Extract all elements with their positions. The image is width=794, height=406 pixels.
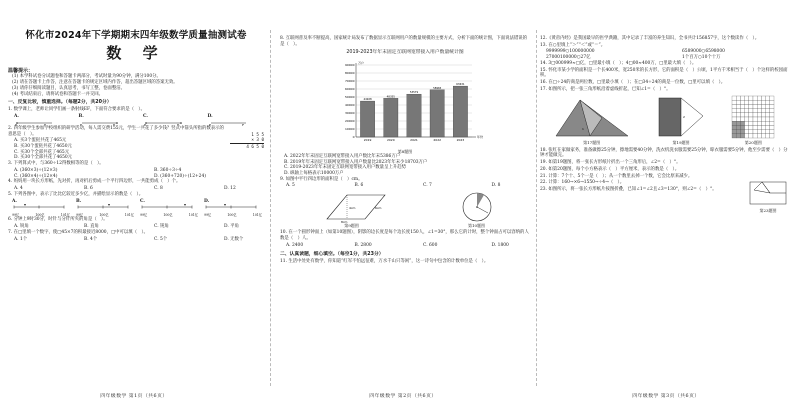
- grid-cell: [766, 117, 770, 121]
- grid-cell: [766, 134, 770, 138]
- grid-cell: [745, 101, 749, 105]
- tick-label: 101亿: [124, 213, 134, 218]
- data-label: 53579: [409, 90, 419, 94]
- notice-title: 温馨提示：: [8, 67, 34, 74]
- page-3: [538, 0, 794, 406]
- y-tick-label: 30000: [344, 110, 355, 115]
- grid-cell: [737, 126, 741, 130]
- grid-cell: [758, 126, 762, 130]
- grid-cell: [737, 109, 741, 113]
- question-18: 18. 张红在家做家务，准备做擦25分钟，擦地需要40分钟，洗衣机洗衣服需要25分钟，晾衣服需要5分钟，他至少需要（ ）分钟才能做完。: [540, 147, 788, 159]
- grid-cell: [732, 126, 736, 130]
- option: C. 2019-2023年年末固定互联网宽带接入用户数量呈上升趋势: [284, 165, 407, 171]
- grid-cell: [749, 96, 753, 100]
- tick-label: 99亿: [12, 213, 20, 218]
- bar: [384, 98, 398, 137]
- svg-text:E: E: [79, 122, 82, 126]
- question-15: 15. 怀化市某小学的面积是一个长400米，宽250米的长方形，它的面积是（ ）公顷，1平方千米相当于（ ）个这样的校园面积。: [540, 67, 788, 79]
- grid-cell: [766, 105, 770, 109]
- option: C. 600: [423, 242, 438, 248]
- section-heading: 二、认真读题，细心填空。（每空1分，共23分）: [280, 251, 384, 257]
- grid-cell: [741, 109, 745, 113]
- grid-cell: [749, 109, 753, 113]
- data-label: 48355: [386, 94, 395, 98]
- grid-cell: [732, 109, 736, 113]
- column-divider: [536, 30, 537, 386]
- grid-cell: [741, 134, 745, 138]
- grid-cell: [745, 130, 749, 134]
- question-10-options: [280, 243, 530, 249]
- grid-cell: [762, 96, 766, 100]
- option: B. 6: [354, 183, 364, 189]
- grid-cell: [758, 105, 762, 109]
- grid-cell: [753, 105, 757, 109]
- option: A. 2022年年末固定互联网宽带接入用户数比年末5386万户: [284, 153, 401, 159]
- figures-17-19-20: [540, 94, 788, 145]
- tick-label: 99亿: [76, 213, 84, 218]
- data-label: 63631: [456, 82, 465, 86]
- clock-face-figure: [460, 191, 494, 223]
- number-line-option: B. 99亿 100亿 101亿: [76, 198, 134, 218]
- question-12: 12.《黄帝内经》是我国最早的医学典籍，其中记录了丰富的养生知识，全书共计156857字，这个数读作（ ）。: [540, 36, 760, 41]
- grid-cell: [762, 126, 766, 130]
- option: D. 12: [224, 186, 236, 192]
- vertical-calculation: 1 5 5 × 3 0 4 6 5 0: [230, 126, 264, 161]
- svg-text:E: E: [144, 122, 147, 126]
- folded-rectangle-figure: [655, 94, 707, 140]
- page-footer: 四年级数学 第3页（共6页）: [632, 393, 700, 399]
- grid-cell: [762, 130, 766, 134]
- option: A. E F: [14, 114, 71, 126]
- grid-cell: [737, 130, 741, 134]
- number-line: [76, 204, 130, 213]
- figure-9: [317, 191, 387, 228]
- question-22: 22. 计算：160→×6→1550→÷4→（ ）。: [540, 180, 625, 186]
- grid-cell: [732, 117, 736, 121]
- grid-cell: [762, 122, 766, 126]
- grid-cell: [753, 134, 757, 138]
- grid-cell: [770, 126, 774, 130]
- grid-cell: [758, 113, 762, 117]
- grid-cell: [745, 122, 749, 126]
- option: D. 1800: [491, 242, 509, 248]
- tick-label: 99亿: [140, 213, 148, 218]
- comparison: 1个百万○10个十万: [682, 55, 721, 61]
- tick-label: 101亿: [252, 213, 262, 218]
- figure-caption: 第9题图: [344, 223, 359, 229]
- chart-title: 2019-2023年年末固定互联网宽带接入用户数量统计图: [346, 50, 464, 56]
- svg-text:F: F: [44, 122, 47, 126]
- x-tick-label: 2020: [386, 137, 395, 142]
- grid-cell: [749, 134, 753, 138]
- option: B. E F: [79, 114, 136, 126]
- question-13: 13. 在○里填上“＞”“＜”或“＝”。: [540, 42, 606, 48]
- option: A. 买3个蛋挞共花了465元: [14, 138, 67, 144]
- comparison: 6589000○6598000: [682, 49, 725, 55]
- grid-cell: [745, 96, 749, 100]
- figure-caption: 第8题图: [397, 148, 413, 154]
- question-10: 10. 在一个圆形钟面上（如第10题图），阴影的边长度是每个边长度150人，∠1=30°，那么它的计时，整个钟面占可以容纳的人数是（ ）人。: [280, 230, 529, 242]
- grid-cell: [758, 122, 762, 126]
- question-4: 4. 妈妈用一块长方形纸，先对折，再对折后剪成一个平行四边形，一共能剪成（ ）个。: [8, 179, 181, 185]
- questions-22-23-block: [540, 180, 788, 213]
- number-line: [204, 204, 258, 213]
- figure-23: [748, 180, 788, 213]
- grid-cell: [749, 101, 753, 105]
- question-14: 14. 3□000999≈□亿，□里最小填（ ）；4□00≈400万，□里最大填（ ）。: [540, 60, 697, 66]
- question-3: 3. 下列算式中，与360÷12得数相等的是（ ）。: [8, 161, 104, 167]
- grid-cell: [770, 113, 774, 117]
- notice-item: (3) 请你仔细阅读题目，认真思考，书写工整，卷面整洁。: [12, 85, 125, 91]
- grid-cell: [745, 109, 749, 113]
- grid-cell: [762, 113, 766, 117]
- grid-cell: [766, 130, 770, 134]
- grid-cell: [766, 126, 770, 130]
- grid-cell: [749, 113, 753, 117]
- grid-cell: [770, 130, 774, 134]
- folded-triangle-figure: [552, 94, 632, 140]
- grid-cell: [732, 113, 736, 117]
- option: D. 无数个: [224, 236, 244, 242]
- y-tick-label: 70000: [344, 78, 355, 83]
- grid-cell: [758, 96, 762, 100]
- grid-cell: [762, 134, 766, 138]
- grid-cell: [737, 96, 741, 100]
- grid-cell: [753, 96, 757, 100]
- question-17: 17. 如图所示，把一张三角形纸沿着虚线折起，已知∠1=（ ）°。: [540, 86, 671, 92]
- option: D. 平角: [224, 224, 239, 230]
- grid-cell: [753, 122, 757, 126]
- grid-cell: [766, 101, 770, 105]
- x-axis-label: 年份: [477, 134, 484, 139]
- grid-cell: [758, 117, 762, 121]
- y-tick-label: 10000: [344, 126, 355, 131]
- option: B. 买30个蛋挞共花了4650元: [14, 144, 72, 150]
- option: D. 纵轴上每格表示10000万户: [284, 171, 344, 177]
- grid-cell: [770, 122, 774, 126]
- question-1-options: [8, 114, 264, 126]
- grid-cell: [741, 96, 745, 100]
- figure-caption: 第10题图: [467, 223, 486, 229]
- grid-cell: [741, 101, 745, 105]
- svg-text:2: 2: [682, 115, 685, 120]
- grid-cell: [745, 134, 749, 138]
- section-heading: 一、反复比较，慎重选择。（每题2分，共20分）: [8, 100, 112, 106]
- question-6: 6. 分钟上9时30分，时针与分针所夹的角是（ ）。: [8, 217, 108, 223]
- option: A. (360×3)÷(12×3): [14, 167, 58, 173]
- grid-cell: [753, 113, 757, 117]
- grid-cell: [741, 126, 745, 130]
- option: B. 2019年年末固定互联网宽带接入用户数量比2023年年末少18703万户: [284, 159, 428, 165]
- page-footer: 四年级数学 第1页（共6页）: [100, 393, 168, 399]
- tick-label: 100亿: [227, 213, 237, 218]
- comparison: 27000100000○27亿: [546, 55, 591, 61]
- grid-cell: [741, 105, 745, 109]
- grid-cell: [749, 122, 753, 126]
- y-tick-label: 50000: [344, 94, 355, 99]
- grid-cell: [745, 126, 749, 130]
- svg-text:1: 1: [581, 127, 584, 132]
- bar: [430, 89, 444, 136]
- grid-cell: [749, 117, 753, 121]
- figure-10: [460, 191, 494, 228]
- grid-cell: [753, 130, 757, 134]
- data-label: 44928: [363, 97, 372, 101]
- option: C. 8: [154, 186, 163, 192]
- grid-cell: [753, 101, 757, 105]
- svg-text:6cm: 6cm: [374, 206, 381, 211]
- option: C. 5个: [154, 236, 168, 242]
- grid-cell: [753, 117, 757, 121]
- option: C. E F: [143, 114, 200, 126]
- option: A. 4: [14, 186, 23, 192]
- grid-cell: [741, 113, 745, 117]
- svg-text:4cm: 4cm: [348, 206, 355, 211]
- option: D. E F: [208, 114, 265, 126]
- question-16: 16. 在□÷24的商是两位数，□里最小填（ ）；在□34÷24的商是一位数，□里可以填（ ）。: [540, 80, 726, 86]
- question-7: 7. 在□里填一个数字，使□45×7的积最接近8000，□中可以填（ ）。: [8, 229, 149, 235]
- figure-caption: 第17题图: [583, 140, 601, 146]
- grid-cell: [732, 122, 736, 126]
- figure-caption: 第20题图: [744, 140, 762, 146]
- question-8: 8. 互联网普及率不断提高，国家统计局发布了数据显示互联网用户的数量规模的主要方式，分析下面的统计图，下面说法错误的是（ ）。: [280, 36, 528, 47]
- option: A. 1个: [14, 236, 28, 242]
- grid-cell: [749, 130, 753, 134]
- grid-cell: [753, 109, 757, 113]
- grid-cell: [762, 117, 766, 121]
- option: C. (360×4)÷(12×4): [14, 173, 58, 179]
- figure-caption: 第19题图: [672, 140, 690, 146]
- grid-cell: [737, 134, 741, 138]
- figures-9-10: [280, 191, 530, 228]
- number-line-option: A. 99亿 100亿 101亿: [12, 198, 70, 218]
- folded-paper-figure: [748, 180, 788, 208]
- notice: [8, 74, 264, 97]
- grid-cell: [741, 117, 745, 121]
- grid-cell: [770, 134, 774, 138]
- grid-cell: [737, 122, 741, 126]
- grid-cell: [732, 105, 736, 109]
- question-9-options: [280, 183, 530, 189]
- number-line: [140, 204, 194, 213]
- notice-item: (4) 考试结束后，请将试卷和答题卡一并交回。: [12, 91, 104, 97]
- svg-text:8cm: 8cm: [340, 220, 347, 224]
- question-21: 21. 计算：7个十、5个一是（ ）；从一个数里去掉一个数，它会比原来减少。: [540, 173, 693, 179]
- y-tick-label: 60000: [344, 86, 355, 91]
- svg-text:F: F: [241, 122, 244, 126]
- grid-cell: [741, 122, 745, 126]
- option: D. 8: [491, 183, 501, 189]
- option: A. 5: [286, 183, 295, 189]
- notice-item: (1) 本学科试卷分试题卷和答题卡两部分，考试时量为90分钟，满分100分。: [12, 74, 161, 80]
- tick-label: 101亿: [60, 213, 70, 218]
- tick-label: 101亿: [188, 213, 198, 218]
- question-20: 20. 如第20题图，每个小方格表示（ ）平方厘米，表示的数是（ ）。: [540, 166, 680, 172]
- grid-square-figure: [730, 94, 776, 140]
- x-tick-label: 2021: [410, 137, 418, 142]
- question-2: 2. 四年级学生参加学校组织的研学活动，每人需交费155元，学生一共花了多少钱？竖式中箭头所指的数表示的意思是（ ）。: [8, 125, 224, 137]
- y-axis-label: 万户: [358, 60, 365, 65]
- question-23: 23. 如图所示，将一张长方形纸片按图折叠，已知∠1=∠2且∠3=130°，则∠2=（ ）°。: [540, 186, 717, 192]
- figure-19: [655, 94, 707, 145]
- subject-title: 数 学: [106, 44, 166, 63]
- question-9: 9. 如图中平行四边形的面积是（ ）cm。: [280, 176, 363, 182]
- bar-chart: [280, 59, 526, 149]
- bar: [453, 86, 467, 137]
- question-11: 11. 生活中处处有数学，你知道“红军不怕远征难，万水千山只等闲”，这一诗句中包含的计数单位是（ ）。: [280, 258, 489, 264]
- grid-cell: [766, 96, 770, 100]
- x-tick-label: 2019: [363, 137, 372, 142]
- option: B. 直角: [84, 224, 99, 230]
- grid-cell: [749, 105, 753, 109]
- x-tick-label: 2022: [433, 137, 442, 142]
- number-line: [12, 204, 66, 213]
- grid-cell: [745, 113, 749, 117]
- parallelogram-figure: [317, 191, 387, 223]
- grid-cell: [766, 122, 770, 126]
- data-label: 58965: [433, 86, 442, 90]
- grid-cell: [766, 113, 770, 117]
- y-tick-label: 80000: [344, 70, 355, 75]
- grid-cell: [737, 105, 741, 109]
- grid-cell: [770, 105, 774, 109]
- grid-cell: [741, 130, 745, 134]
- option: C. 买30个全部共花了465元: [14, 149, 70, 155]
- page-footer: 四年级数学 第2页（共6页）: [369, 393, 437, 399]
- grid-cell: [758, 109, 762, 113]
- svg-text:E: E: [15, 122, 18, 126]
- grid-cell: [758, 101, 762, 105]
- svg-text:F: F: [177, 122, 180, 126]
- option: B. 6: [84, 186, 93, 192]
- notice-item: (2) 请在答题卡上作答，注意在答题卡的规定区域内作答，超出答题区域的答案无效。: [12, 80, 178, 86]
- option: B. 2800: [354, 242, 372, 248]
- option: B. 4个: [84, 236, 98, 242]
- grid-cell: [737, 113, 741, 117]
- option: C. 7: [423, 183, 432, 189]
- figure-caption: 第23题图: [759, 208, 777, 214]
- y-tick-label: 0: [352, 134, 355, 139]
- option: A. 2400: [286, 242, 304, 248]
- option: A. 锐角: [14, 224, 29, 230]
- column-divider: [270, 30, 271, 386]
- grid-cell: [732, 134, 736, 138]
- page-2: [272, 0, 534, 406]
- y-tick-label: 20000: [344, 118, 355, 123]
- option: D. 买30个全部共花了4650元: [14, 155, 73, 161]
- figure-20: [730, 94, 776, 145]
- grid-cell: [758, 130, 762, 134]
- svg-text:E: E: [208, 122, 211, 126]
- question-5-number-lines: [8, 199, 264, 218]
- tick-label: 100亿: [35, 213, 45, 218]
- number-line-option: D. 99亿 100亿 101亿: [204, 198, 262, 218]
- question-19: 19. 如第19题图，将一张长方形纸片折出一个三角形后，∠2=（ ）°。: [540, 160, 681, 166]
- y-tick-label: 90000: [344, 62, 355, 67]
- page-1: [0, 0, 268, 406]
- exam-title: 怀化市2024年下学期期末四年级数学质量抽测试卷: [25, 30, 247, 41]
- grid-cell: [762, 109, 766, 113]
- grid-cell: [737, 117, 741, 121]
- option: C. 钝角: [154, 224, 169, 230]
- question-2-options: [8, 138, 226, 161]
- figure-17: [552, 94, 632, 145]
- tick-label: 100亿: [163, 213, 173, 218]
- grid-cell: [770, 117, 774, 121]
- bar: [360, 101, 374, 137]
- grid-cell: [762, 105, 766, 109]
- option: B. 360÷3÷4: [154, 167, 182, 173]
- grid-cell: [732, 96, 736, 100]
- comparison: 9999999○100000000: [546, 49, 595, 55]
- tick-label: 100亿: [99, 213, 109, 218]
- question-7-options: [8, 237, 264, 243]
- grid-cell: [745, 105, 749, 109]
- grid-cell: [749, 126, 753, 130]
- svg-text:F: F: [112, 122, 115, 126]
- grid-cell: [753, 126, 757, 130]
- grid-cell: [766, 109, 770, 113]
- grid-cell: [732, 101, 736, 105]
- grid-cell: [732, 130, 736, 134]
- grid-cell: [770, 109, 774, 113]
- y-tick-label: 40000: [344, 102, 355, 107]
- x-tick-label: 2023: [456, 137, 465, 142]
- bar: [407, 94, 421, 137]
- number-line-option: C. 99亿 100亿 101亿: [140, 198, 198, 218]
- grid-cell: [762, 101, 766, 105]
- grid-cell: [758, 134, 762, 138]
- tick-label: 99亿: [204, 213, 212, 218]
- option: D. (360+720)÷(12+24): [154, 173, 206, 179]
- question-5: 5. 下列各图中，表示了比比亿较近多少亿，并描绘显示的数是（ ）。: [8, 191, 144, 197]
- question-2-block: [8, 126, 264, 161]
- grid-cell: [770, 96, 774, 100]
- question-8-options: [280, 154, 530, 177]
- grid-cell: [770, 101, 774, 105]
- question-1: 1. 数学课上，老师让同学们画一条射线EF，下面符合要求的是（ ）。: [8, 107, 145, 113]
- grid-cell: [745, 117, 749, 121]
- grid-cell: [737, 101, 741, 105]
